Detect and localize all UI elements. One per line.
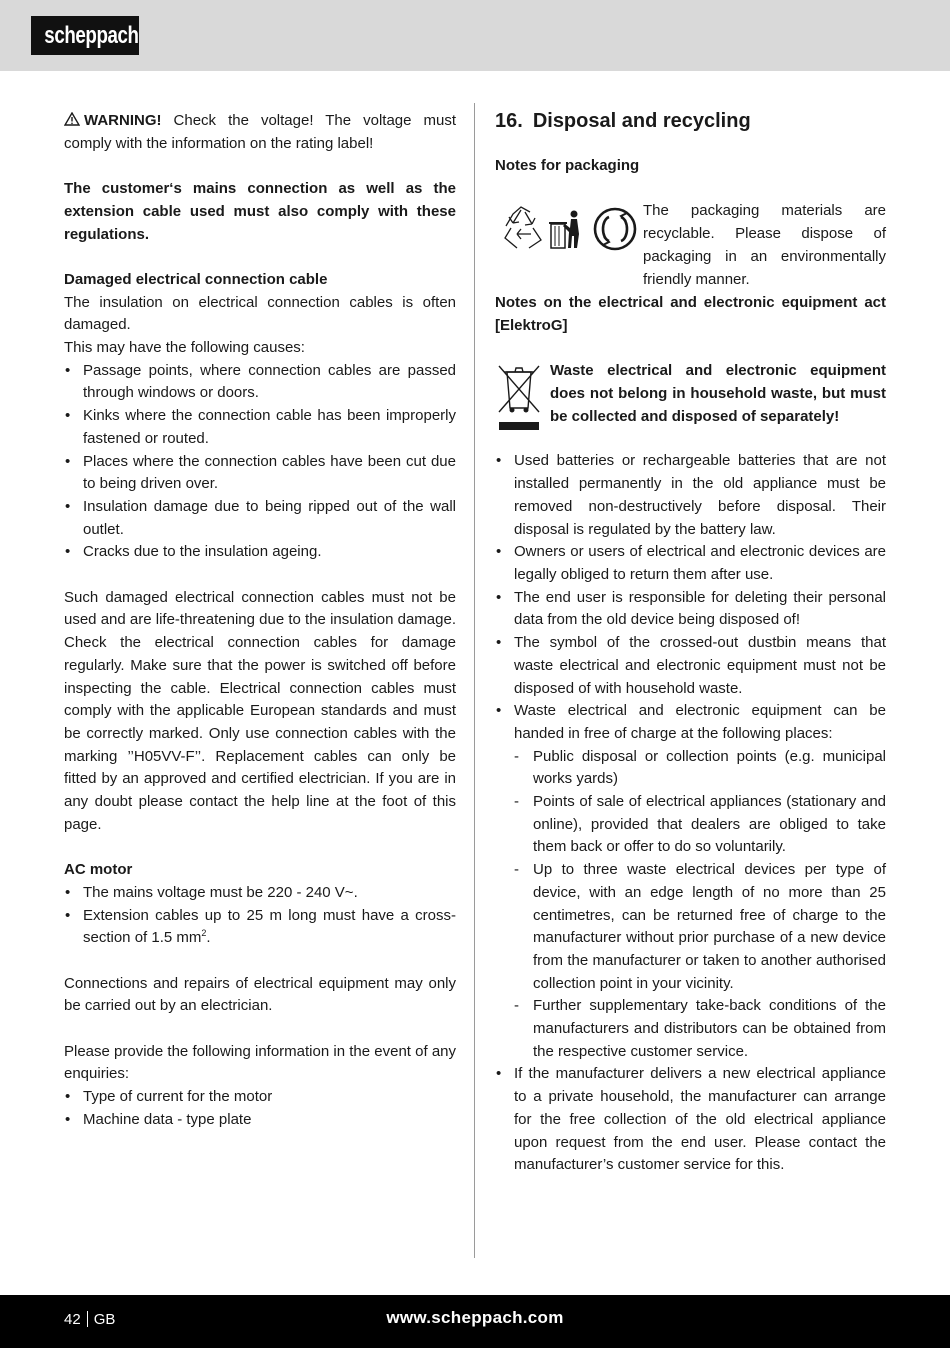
list-item: • Cracks due to the insulation ageing. [64,541,456,564]
elektrog-heading: Notes on the electrical and electronic equipment act [ElektroG] [495,294,886,335]
list-item: • Extension cables up to 25 m long must have a cross-section of 1.5 $mm^2$. [64,905,456,950]
list-item: • The symbol of the crossed-out dustbin means that waste electrical and electronic equipment must not be disposed of with household waste. [495,632,886,700]
list-item: - Further supplementary take-back conditions of the manufacturers and distributors can be obtained from the respective customer service. [514,995,886,1063]
website-url: www.scheppach.com [386,1308,564,1327]
page-footer [0,1295,950,1348]
enquiries-intro: Please provide the following information in the event of any enquiries: [64,1042,456,1083]
left-column [64,110,456,1132]
list-item: • Kinks where the connection cable has been improperly fastened or routed. [64,405,456,450]
list-item: • The end user is responsible for deleting their personal data from the old device being disposed of! [495,587,886,632]
packaging-text: The packaging materials are recyclable. Please dispose of packaging in an environmentally friendly manner. [643,202,886,288]
list-item: - Public disposal or collection points (e.g. municipal works yards) [514,746,886,791]
page-header-band [0,0,950,71]
causes-list [64,360,456,564]
disposal-list [495,450,886,1177]
damaged-cables-warning: Such damaged electrical connection cables must not be used and are life-threatening due to the insulation damage. Check the electrical connection cables for damage regularly. Make sure that the power is switched off before inspecting the cable. Electrical connection cables must comply with the applicable European standards and must be correctly marked. Only use connection cables with the marking ’’H05VV-F’’. Replacement cables can only be fitted by an approved and certified electrician. If you are in any doubt please contact the help line at the foot of this page. [64,588,456,833]
list-item: • Type of current for the motor [64,1086,456,1109]
tidy-man-icon [549,211,579,249]
packaging-block [495,200,886,292]
list-item: • Passage points, where connection cables are passed through windows or doors. [64,360,456,405]
list-item: - Points of sale of electrical appliances (stationary and online), provided that dealers are obliged to take them back or offer to do so voluntarily. [514,791,886,859]
list-item: • Waste electrical and electronic equipment can be handed in free of charge at the following places: - Public disposal or collection points (e.g. municipal works yards) - Points of sale of electrical appliances (stationary and online), provided that dealers are obliged to take them back or offer to do so voluntarily. - Up to three waste electrical devices per type of device, with an edge length of no more than 25 centimetres, can be returned free of charge to the manufacturer without prior purchase of a new device from the manufacturer or taken to another authorised collection point in your vicinity. - Further supplementary take-back conditions of the manufacturers and distributors can be obtained from the respective customer service. [495,700,886,1063]
connections-note: Connections and repairs of electrical equipment may only be carried out by an electrician. [64,974,456,1015]
green-dot-icon [595,209,635,249]
enquiries-list [64,1086,456,1131]
right-column [495,110,886,1177]
column-divider [474,103,475,1258]
crossed-out-bin-icon [495,362,543,434]
list-item: • Owners or users of electrical and electronic devices are legally obliged to return them after use. [495,541,886,586]
damaged-intro-1: The insulation on electrical connection cables is often damaged. [64,293,456,334]
customer-mains-note: The customer‘s mains connection as well as the extension cable used must also comply with these regulations. [64,180,456,243]
recycling-icon [505,207,541,248]
list-item: • The mains voltage must be 220 - 240 V~. [64,882,456,905]
packaging-symbols [497,204,639,254]
packaging-heading: Notes for packaging [495,157,640,174]
ac-motor-list [64,882,456,950]
warning-text: Check the voltage! The voltage must comply with the information on the rating label! [64,112,456,152]
ac-motor-heading: AC motor [64,861,133,879]
section-title [495,110,886,132]
section-number: 16. [495,110,523,132]
section-title-text: Disposal and recycling [532,110,751,132]
collection-places-list [514,746,886,1064]
warning-label: WARNING! [84,112,162,129]
list-item: • If the manufacturer delivers a new electrical appliance to a private household, the manufacturer can arrange for the free collection of the old electrical appliance upon request from the end user. Please contact the manufacturer’s customer service for this. [495,1063,886,1177]
list-item: • Insulation damage due to being ripped out of the wall outlet. [64,496,456,541]
weee-notice: Waste electrical and electronic equipment does not belong in household waste, but must be collected and disposed of separately! [550,362,886,425]
list-item: - Up to three waste electrical devices per type of device, with an edge length of no more than 25 centimetres, can be returned free of charge to the manufacturer without prior purchase of a new device from the manufacturer or taken to another authorised collection point in your vicinity. [514,859,886,995]
list-item: • Machine data - type plate [64,1109,456,1132]
warning-triangle-icon [64,112,80,126]
weee-block [495,360,886,450]
warning-paragraph [64,110,456,155]
page-number: 42 GB [64,1311,116,1328]
damaged-cable-heading: Damaged electrical connection cable [64,270,328,288]
scheppach-logo: scheppach [31,16,139,55]
list-item: • Places where the connection cables have been cut due to being driven over. [64,451,456,496]
damaged-intro-2: This may have the following causes: [64,339,305,356]
list-item: • Used batteries or rechargeable batteries that are not installed permanently in the old appliance must be removed non-destructively before disposal. Their disposal is regulated by the battery law. [495,450,886,541]
